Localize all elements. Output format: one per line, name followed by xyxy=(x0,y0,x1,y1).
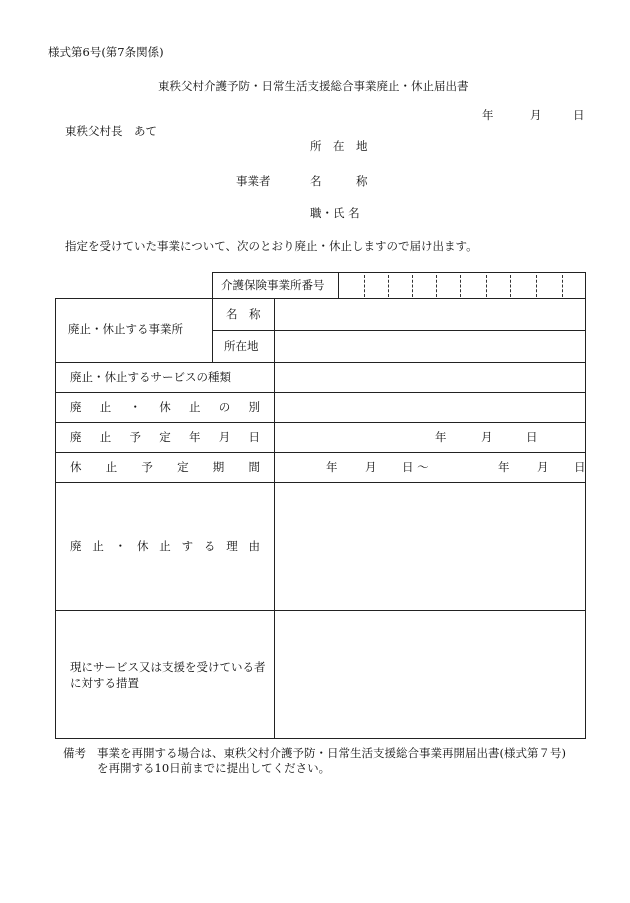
office-address-field[interactable] xyxy=(275,331,585,362)
date-year-label: 年 xyxy=(482,108,494,122)
office-number-label: 介護保険事業所番号 xyxy=(221,278,325,292)
reason-field[interactable] xyxy=(275,483,585,610)
abolish-suspend-label: 廃 止 ・ 休 止 の 別 xyxy=(70,400,260,414)
suspension-end-month-unit: 月 xyxy=(537,460,549,474)
scheduled-month-unit: 月 xyxy=(481,430,493,444)
office-number-field[interactable] xyxy=(339,273,585,298)
applicant-address-label: 所 在 地 xyxy=(310,139,368,153)
form-title: 東秩父村介護予防・日常生活支援総合事業廃止・休止届出書 xyxy=(158,79,469,93)
scheduled-date-field[interactable] xyxy=(275,423,585,452)
suspension-start-month-unit: 月 xyxy=(365,460,377,474)
remarks-label: 備考 xyxy=(63,746,86,760)
office-label: 廃止・休止する事業所 xyxy=(68,322,183,336)
remarks-text-line2: を再開する10日前までに提出してください。 xyxy=(97,761,331,775)
measures-label: 現にサービス又は支援を受けている者に対する措置 xyxy=(70,660,266,690)
suspension-period-label: 休 止 予 定 期 間 xyxy=(70,460,260,474)
reason-label: 廃 止 ・ 休 止 す る 理 由 xyxy=(70,539,260,553)
abolish-suspend-field[interactable] xyxy=(275,393,585,422)
applicant-name-label: 名 称 xyxy=(310,174,368,188)
office-name-field[interactable] xyxy=(275,299,585,330)
service-type-field[interactable] xyxy=(275,363,585,392)
suspension-period-field[interactable] xyxy=(275,453,585,482)
suspension-end-day-unit: 日 xyxy=(574,460,586,474)
applicant-rep-label: 職・氏 名 xyxy=(310,206,360,220)
office-name-label: 名 称 xyxy=(226,307,261,321)
suspension-start-year-unit: 年 xyxy=(326,460,338,474)
intro-text: 指定を受けていた事業について、次のとおり廃止・休止しますので届け出ます。 xyxy=(65,239,478,253)
scheduled-day-unit: 日 xyxy=(526,430,538,444)
applicant-label: 事業者 xyxy=(236,174,271,188)
measures-field[interactable] xyxy=(275,611,585,738)
office-address-label: 所在地 xyxy=(224,339,259,353)
service-type-label: 廃止・休止するサービスの種類 xyxy=(70,370,231,384)
date-month-label: 月 xyxy=(530,108,542,122)
remarks-text-line1: 事業を再開する場合は、東秩父村介護予防・日常生活支援総合事業再開届出書(様式第７号) xyxy=(97,746,566,760)
suspension-end-year-unit: 年 xyxy=(498,460,510,474)
form-number: 様式第6号(第7条関係) xyxy=(48,45,164,59)
suspension-start-day-unit: 日 〜 xyxy=(402,460,429,474)
scheduled-year-unit: 年 xyxy=(435,430,447,444)
addressee: 東秩父村長 あて xyxy=(65,124,157,138)
scheduled-date-label: 廃 止 予 定 年 月 日 xyxy=(70,430,260,444)
date-day-label: 日 xyxy=(573,108,585,122)
